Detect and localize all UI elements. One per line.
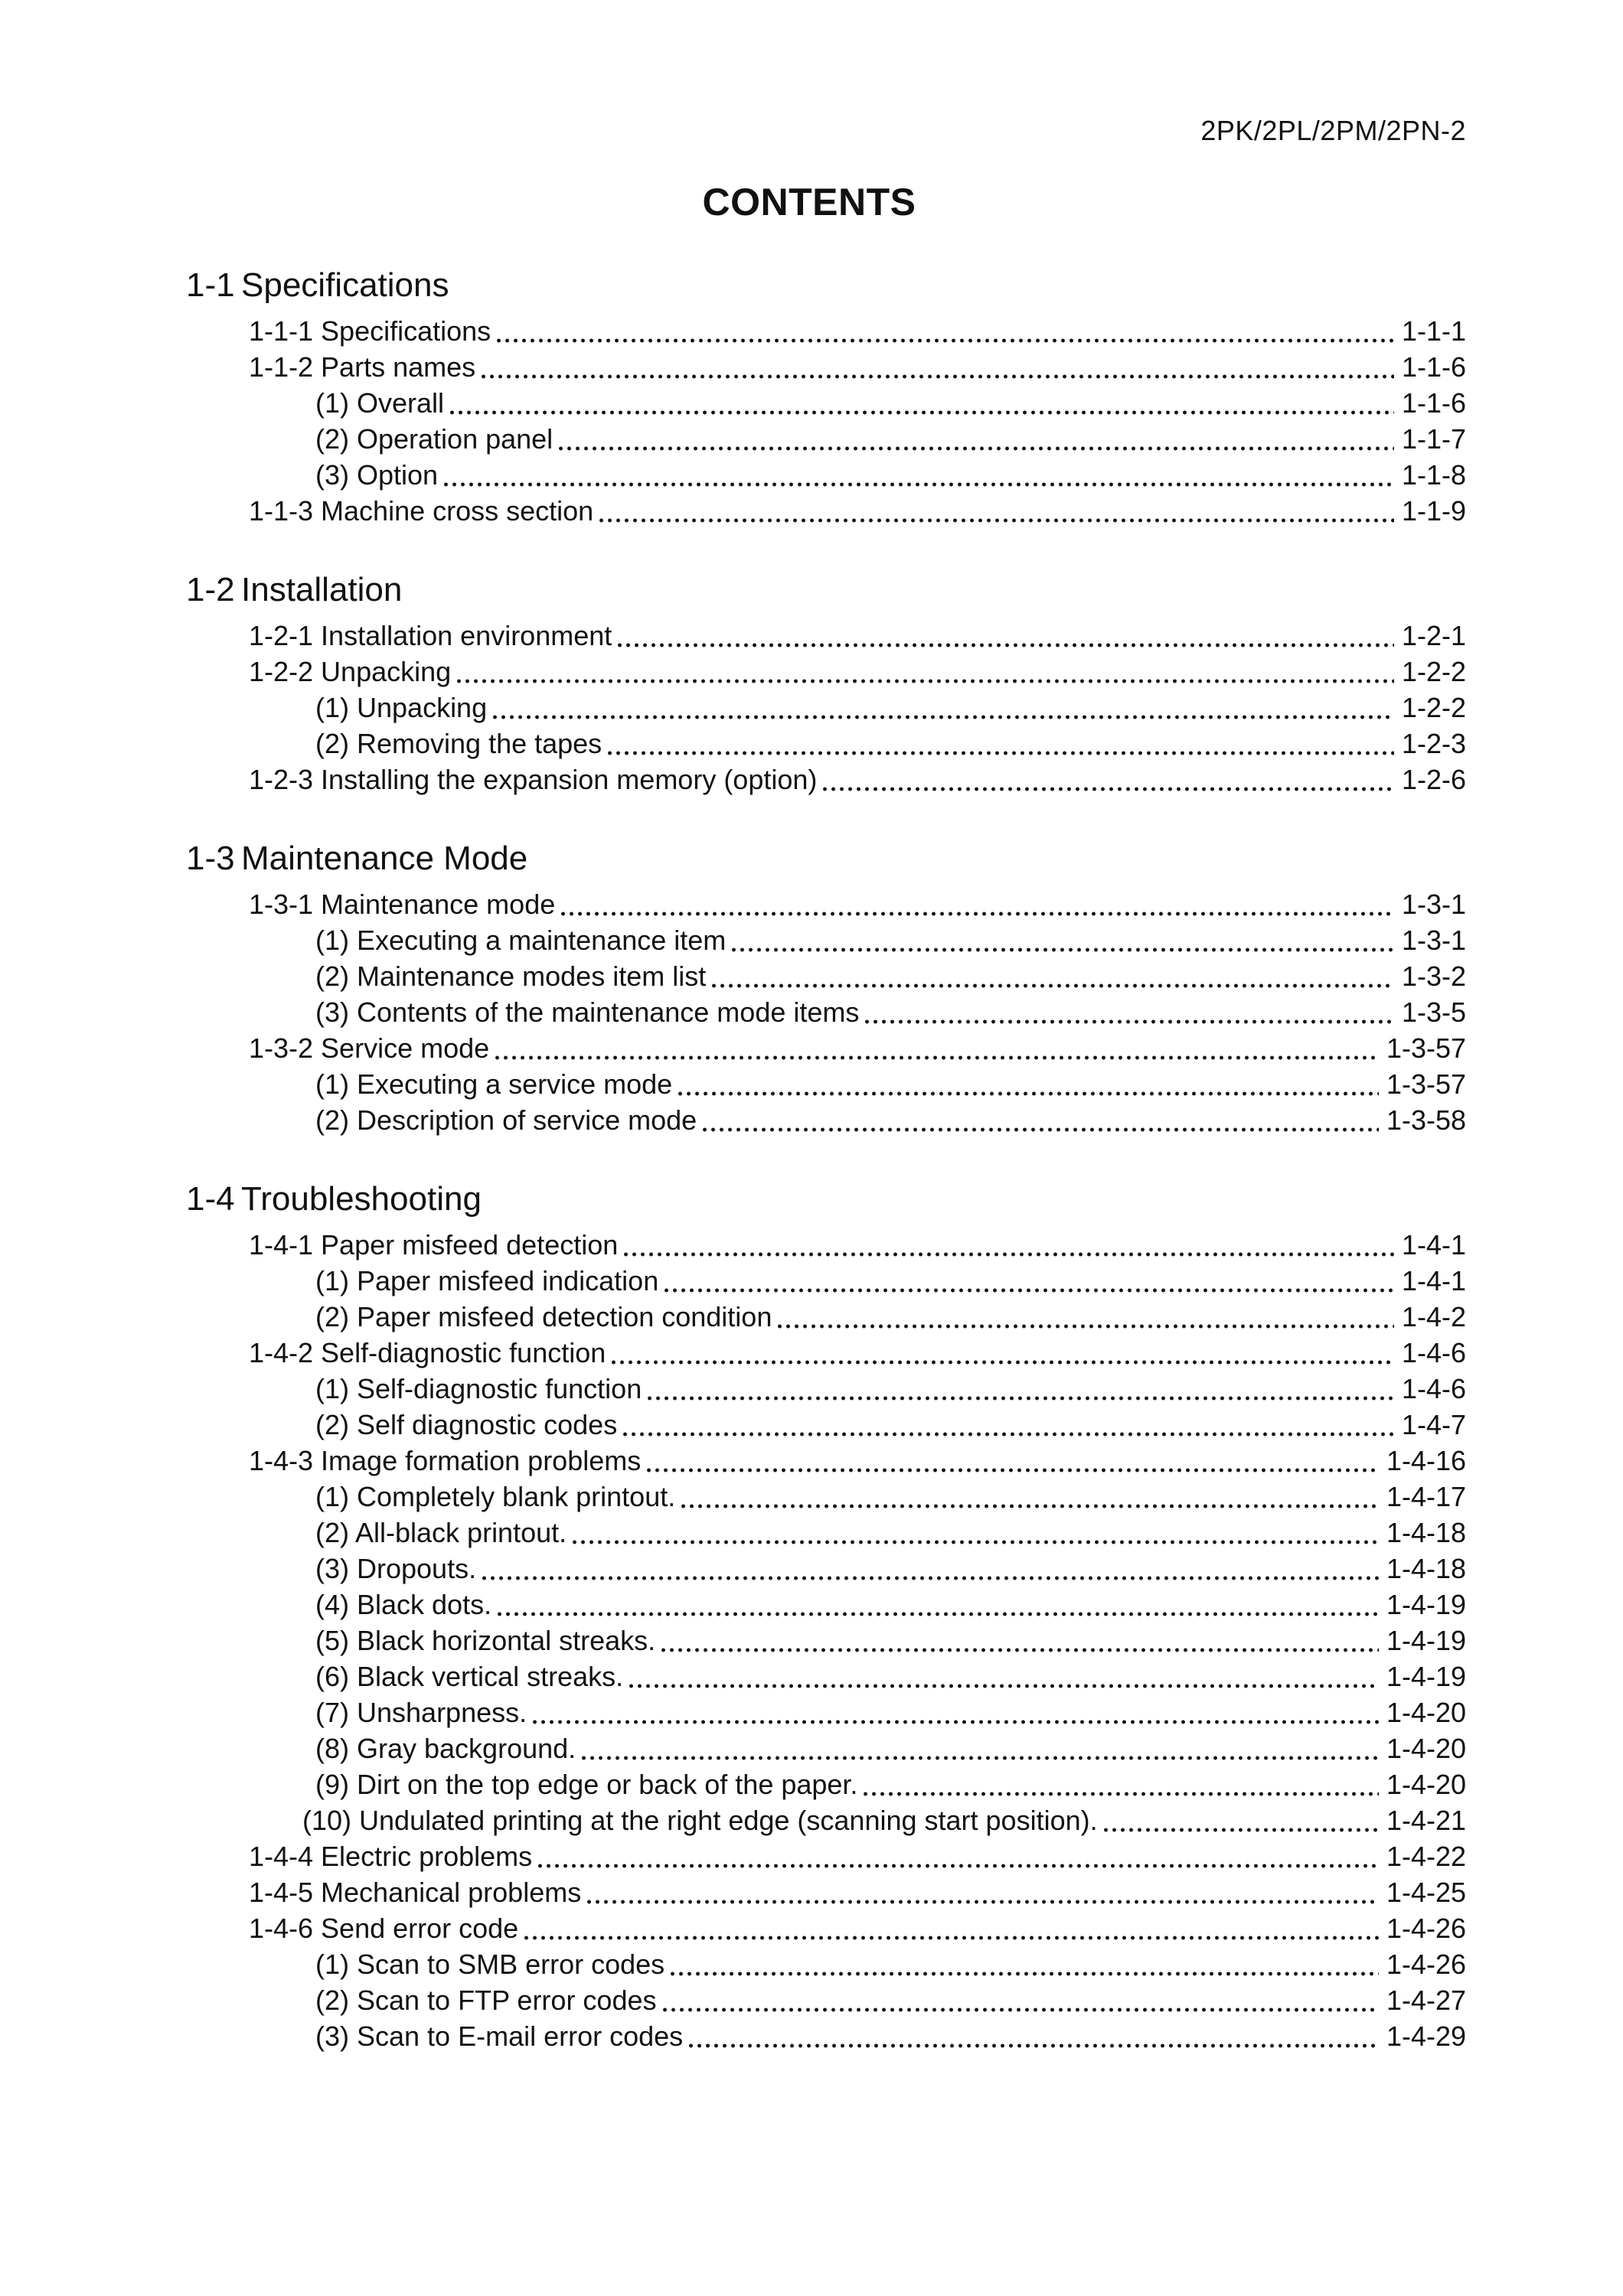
toc-entry-label: (8) Gray background. [315,1733,576,1764]
toc-entry-label: (1) Self-diagnostic function [315,1373,642,1404]
dot-leader [450,410,1394,415]
toc-entry[interactable] [249,1443,1466,1479]
toc-entry-label: 1-2-1 Installation environment [249,620,612,651]
toc-entry-page-number: 1-4-19 [1386,1625,1466,1656]
toc-entry[interactable] [315,1982,1466,2018]
toc-entry-label: (2) Removing the tapes [315,728,603,759]
toc-entry-label: (2) Operation panel [315,423,554,455]
dot-leader [538,1864,1379,1868]
toc-entry-label: 1-4-5 Mechanical problems [249,1877,582,1908]
toc-entry-page-number: 1-4-16 [1386,1445,1466,1476]
dot-leader [712,983,1394,988]
dot-leader [599,518,1394,523]
toc-entry[interactable] [315,1066,1466,1102]
dot-leader [663,2007,1379,2012]
toc-entry[interactable] [315,726,1466,762]
toc-entry[interactable] [249,1874,1466,1910]
toc-entry-page-number: 1-4-1 [1401,1229,1466,1261]
toc-entry-label: 1-4-1 Paper misfeed detection [249,1229,619,1261]
toc-entry-page-number: 1-1-8 [1401,459,1466,491]
dot-leader [624,1252,1394,1257]
dot-leader [629,1684,1379,1688]
section-name: Specifications [241,266,449,304]
toc-entry[interactable] [315,1479,1466,1515]
toc-entry[interactable] [249,1910,1466,1946]
dot-leader [457,679,1394,683]
toc-section-1-3 [186,837,1466,1138]
toc-entry[interactable] [315,1263,1466,1299]
dot-leader [864,1792,1379,1796]
toc-entry-label: (1) Scan to SMB error codes [315,1949,665,1980]
section-heading [186,569,1466,612]
toc-entry-page-number: 1-4-26 [1386,1913,1466,1944]
toc-entry-page-number: 1-1-9 [1401,495,1466,527]
toc-entry[interactable] [249,1227,1466,1263]
toc-entry-label: 1-1-2 Parts names [249,351,476,383]
toc-entry[interactable] [315,1407,1466,1443]
toc-entry[interactable] [302,1802,1466,1838]
toc-entry-page-number: 1-4-7 [1401,1409,1466,1440]
toc-entry[interactable] [315,385,1466,421]
toc-entry-page-number: 1-1-6 [1401,387,1466,419]
toc-entry-page-number: 1-1-6 [1401,351,1466,383]
toc-entry-page-number: 1-4-29 [1386,2020,1466,2052]
toc-entry-page-number: 1-3-57 [1386,1032,1466,1064]
toc-entry-page-number: 1-2-2 [1401,692,1466,723]
toc-entry-label: (1) Executing a service mode [315,1068,673,1100]
section-name: Installation [241,571,403,608]
toc-entry-label: (1) Overall [315,387,445,419]
toc-entry-label: (1) Executing a maintenance item [315,925,727,956]
dot-leader [732,947,1394,952]
toc-entry-label: (1) Paper misfeed indication [315,1265,659,1296]
toc-entry-label: (2) Paper misfeed detection condition [315,1301,772,1332]
toc-entry[interactable] [249,493,1466,529]
toc-entry-page-number: 1-2-6 [1401,764,1466,795]
toc-entry[interactable] [249,762,1466,797]
toc-entry-page-number: 1-1-1 [1401,315,1466,347]
dot-leader [661,1648,1379,1652]
toc-entry[interactable] [315,1299,1466,1335]
toc-entry-label: (2) Self diagnostic codes [315,1409,618,1440]
dot-leader [524,1936,1379,1940]
dot-leader [665,1288,1394,1293]
toc-entry-page-number: 1-4-2 [1401,1301,1466,1332]
section-heading [186,1178,1466,1221]
dot-leader [865,1019,1394,1024]
toc-entry[interactable] [315,922,1466,958]
toc-entry-page-number: 1-3-5 [1401,996,1466,1028]
toc-entry-page-number: 1-2-3 [1401,728,1466,759]
toc-entry[interactable] [315,994,1466,1030]
toc-entry-label: 1-3-1 Maintenance mode [249,889,556,920]
toc-entry-page-number: 1-4-20 [1386,1697,1466,1728]
dot-leader [482,1576,1379,1580]
toc-section-1-4 [186,1178,1466,2054]
toc-entry-page-number: 1-3-58 [1386,1104,1466,1136]
toc-section-1-1 [186,264,1466,529]
toc-entry[interactable] [315,958,1466,994]
toc-entry[interactable] [315,1102,1466,1138]
dot-leader [587,1900,1379,1904]
dot-leader [608,751,1394,755]
dot-leader [823,787,1394,791]
header-model-code: 2PK/2PL/2PM/2PN-2 [1200,115,1466,146]
toc-entry-label: (6) Black vertical streaks. [315,1661,624,1692]
toc-entry-page-number: 1-4-20 [1386,1733,1466,1764]
dot-leader [623,1432,1394,1437]
toc-entry-label: 1-4-3 Image formation problems [249,1445,642,1476]
toc-entry[interactable] [315,1587,1466,1623]
toc-entry[interactable] [249,313,1466,349]
toc-entry-label: (2) All-black printout. [315,1517,567,1548]
section-number: 1-1 [186,266,235,304]
toc-entry-label: (2) Description of service mode [315,1104,697,1136]
toc-entry-page-number: 1-3-2 [1401,960,1466,992]
toc-entry-page-number: 1-4-17 [1386,1481,1466,1512]
toc-entry[interactable] [249,349,1466,385]
toc-entry-label: 1-1-1 Specifications [249,315,491,347]
toc-entry-page-number: 1-4-6 [1401,1373,1466,1404]
toc-entry-label: 1-4-2 Self-diagnostic function [249,1337,606,1368]
dot-leader [573,1540,1379,1544]
dot-leader [612,1360,1394,1365]
toc-entry[interactable] [315,1658,1466,1694]
toc-entry-label: (1) Completely blank printout. [315,1481,676,1512]
toc-entry-label: (3) Dropouts. [315,1553,477,1584]
toc-entry-page-number: 1-2-1 [1401,620,1466,651]
toc-entry[interactable] [315,421,1466,457]
toc-entry[interactable] [315,1515,1466,1551]
toc-entry[interactable] [249,1838,1466,1874]
toc-entry[interactable] [315,1371,1466,1407]
dot-leader [689,2043,1379,2048]
section-name: Maintenance Mode [241,840,528,877]
toc-entry[interactable] [315,690,1466,726]
toc-entry-page-number: 1-4-21 [1386,1805,1466,1836]
toc-entry-page-number: 1-4-6 [1401,1337,1466,1368]
toc-entry-page-number: 1-4-19 [1386,1661,1466,1692]
toc-entry[interactable] [315,1766,1466,1802]
toc-entry-label: (2) Maintenance modes item list [315,960,707,992]
toc-entry-label: 1-4-6 Send error code [249,1913,519,1944]
dot-leader [482,374,1394,379]
toc-entry[interactable] [249,1335,1466,1371]
dot-leader [497,338,1394,343]
toc-entry-page-number: 1-3-57 [1386,1068,1466,1100]
dot-leader [533,1720,1379,1724]
toc-entry-label: (1) Unpacking [315,692,488,723]
toc-entry-page-number: 1-3-1 [1401,889,1466,920]
toc-entry-label: (9) Dirt on the top edge or back of the paper. [315,1769,858,1800]
dot-leader [703,1127,1379,1132]
dot-leader [647,1468,1379,1473]
toc-entry[interactable] [315,1623,1466,1658]
toc-entry-page-number: 1-2-2 [1401,656,1466,687]
dot-leader [1104,1828,1379,1832]
page-title: CONTENTS [702,181,916,223]
toc-entry[interactable] [315,1551,1466,1587]
dot-leader [648,1396,1394,1401]
section-heading [186,837,1466,880]
dot-leader [493,715,1394,719]
dot-leader [671,1971,1379,1976]
toc-entry-page-number: 1-4-20 [1386,1769,1466,1800]
toc-entry[interactable] [249,654,1466,690]
toc-entry[interactable] [315,2018,1466,2054]
toc-entry-page-number: 1-4-26 [1386,1949,1466,1980]
toc-entry[interactable] [249,1030,1466,1066]
toc-entry-page-number: 1-4-25 [1386,1877,1466,1908]
dot-leader [681,1504,1379,1508]
dot-leader [559,446,1394,451]
toc-entry-page-number: 1-4-19 [1386,1589,1466,1620]
dot-leader [498,1612,1379,1616]
toc-entry[interactable] [249,618,1466,654]
section-number: 1-2 [186,571,235,608]
toc-section-1-2 [186,569,1466,797]
toc-entry-page-number: 1-4-18 [1386,1517,1466,1548]
dot-leader [561,912,1394,916]
toc-entry-label: 1-2-3 Installing the expansion memory (option) [249,764,818,795]
toc-entry-page-number: 1-4-27 [1386,1985,1466,2016]
toc-entry-page-number: 1-4-1 [1401,1265,1466,1296]
toc-entry-label: (10) Undulated printing at the right edge (scanning start position). [302,1805,1098,1836]
section-heading [186,264,1466,307]
toc-entry-label: (2) Scan to FTP error codes [315,1985,657,2016]
toc-entry-page-number: 1-4-18 [1386,1553,1466,1584]
toc-entry-label: (5) Black horizontal streaks. [315,1625,656,1656]
section-number: 1-3 [186,840,235,877]
toc-entry[interactable] [249,886,1466,922]
toc-entry-label: (3) Contents of the maintenance mode items [315,996,860,1028]
toc-entry[interactable] [315,1694,1466,1730]
toc-entry[interactable] [315,1730,1466,1766]
toc-entry-page-number: 1-1-7 [1401,423,1466,455]
dot-leader [778,1324,1394,1329]
dot-leader [678,1091,1379,1096]
toc-entry-label: 1-3-2 Service mode [249,1032,490,1064]
dot-leader [444,482,1394,487]
dot-leader [582,1756,1379,1760]
toc-entry-label: (4) Black dots. [315,1589,492,1620]
table-of-contents [186,264,1466,2054]
toc-entry-label: (3) Scan to E-mail error codes [315,2020,684,2052]
toc-entry[interactable] [315,1946,1466,1982]
section-number: 1-4 [186,1180,235,1218]
toc-entry-page-number: 1-4-22 [1386,1841,1466,1872]
dot-leader [618,643,1394,647]
dot-leader [495,1055,1379,1060]
toc-entry-label: (7) Unsharpness. [315,1697,527,1728]
toc-entry[interactable] [315,457,1466,493]
toc-entry-label: (3) Option [315,459,439,491]
toc-entry-label: 1-4-4 Electric problems [249,1841,533,1872]
toc-entry-label: 1-1-3 Machine cross section [249,495,594,527]
toc-entry-page-number: 1-3-1 [1401,925,1466,956]
toc-entry-label: 1-2-2 Unpacking [249,656,452,687]
section-name: Troubleshooting [241,1180,482,1218]
